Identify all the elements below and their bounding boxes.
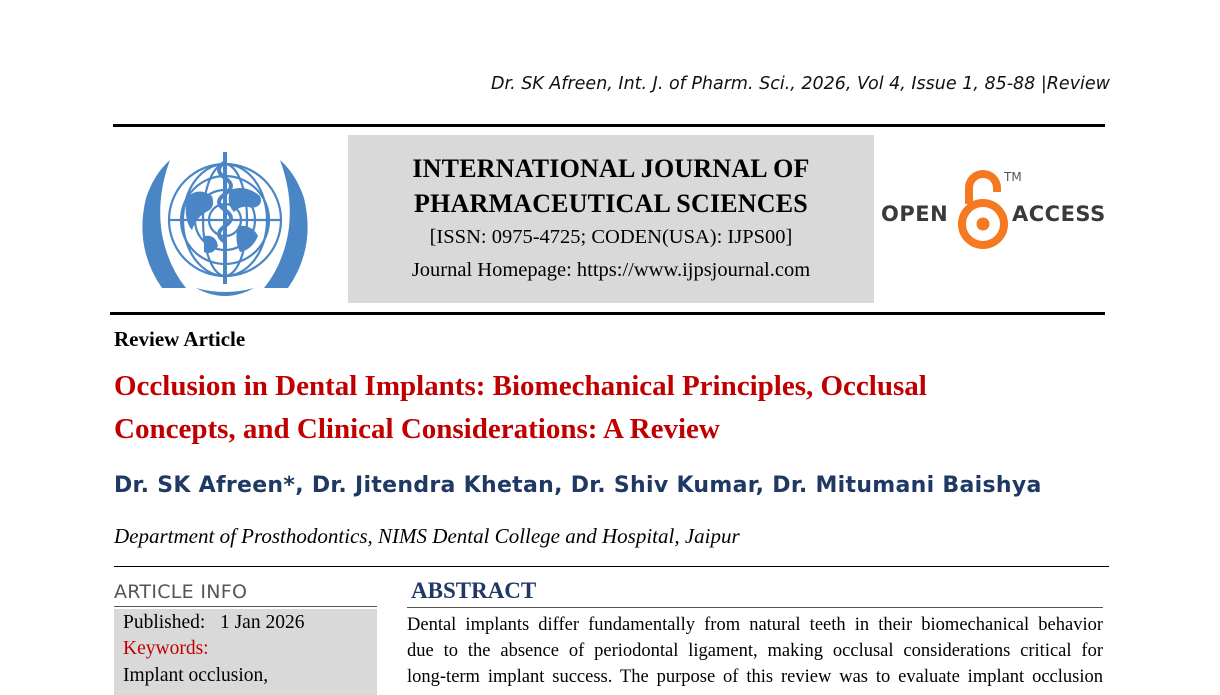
article-type: Review Article bbox=[114, 327, 246, 351]
abstract-line: due to the absence of periodontal ligament, making occlusal considerations critical for bbox=[407, 641, 1103, 661]
journal-banner bbox=[348, 135, 874, 303]
open-access-lock-icon bbox=[955, 168, 1011, 250]
trademark-mark: TM bbox=[1004, 170, 1022, 184]
journal-emblem-icon bbox=[126, 138, 324, 306]
author-list: Dr. SK Afreen*, Dr. Jitendra Khetan, Dr. Shiv Kumar, Dr. Mitumani Baishya bbox=[114, 473, 1042, 498]
journal-title-line1: INTERNATIONAL JOURNAL OF bbox=[412, 154, 810, 183]
abstract-line: long-term implant success. The purpose of this review was to evaluate implant occlusion bbox=[407, 667, 1103, 687]
article-info-box bbox=[114, 609, 377, 695]
article-title bbox=[114, 365, 1074, 451]
journal-title-line2: PHARMACEUTICAL SCIENCES bbox=[414, 189, 808, 218]
article-title-line2: Concepts, and Clinical Considerations: A Review bbox=[114, 413, 720, 445]
journal-issn: [ISSN: 0975-4725; CODEN(USA): IJPS00] bbox=[429, 226, 793, 248]
article-info-rule bbox=[114, 606, 377, 607]
journal-homepage: Journal Homepage: https://www.ijpsjournal.com bbox=[411, 259, 811, 281]
abstract-text bbox=[407, 612, 1103, 690]
article-info-heading: ARTICLE INFO bbox=[114, 581, 248, 603]
abstract-rule bbox=[407, 607, 1103, 608]
published-label: Published: bbox=[123, 612, 206, 633]
abstract-heading: ABSTRACT bbox=[411, 578, 537, 603]
keyword-item: Implant occlusion, bbox=[123, 665, 269, 686]
keywords-label: Keywords: bbox=[123, 638, 209, 659]
open-access-open-text: OPEN bbox=[881, 202, 949, 226]
abstract-line: Dental implants differ fundamentally from natural teeth in their biomechanical behavior bbox=[407, 615, 1103, 635]
running-head: Dr. SK Afreen, Int. J. of Pharm. Sci., 2026, Vol 4, Issue 1, 85-88 |Review bbox=[491, 74, 1110, 94]
open-access-access-text: ACCESS bbox=[1012, 202, 1106, 226]
top-rule bbox=[113, 124, 1105, 127]
published-row bbox=[123, 612, 304, 634]
header-bottom-rule bbox=[110, 312, 1105, 315]
article-title-line1: Occlusion in Dental Implants: Biomechanical Principles, Occlusal bbox=[114, 370, 927, 402]
open-access-logo bbox=[880, 168, 1110, 252]
published-date: 1 Jan 2026 bbox=[219, 612, 305, 633]
affiliation-divider bbox=[114, 566, 1109, 567]
affiliation: Department of Prosthodontics, NIMS Dental College and Hospital, Jaipur bbox=[114, 524, 740, 548]
